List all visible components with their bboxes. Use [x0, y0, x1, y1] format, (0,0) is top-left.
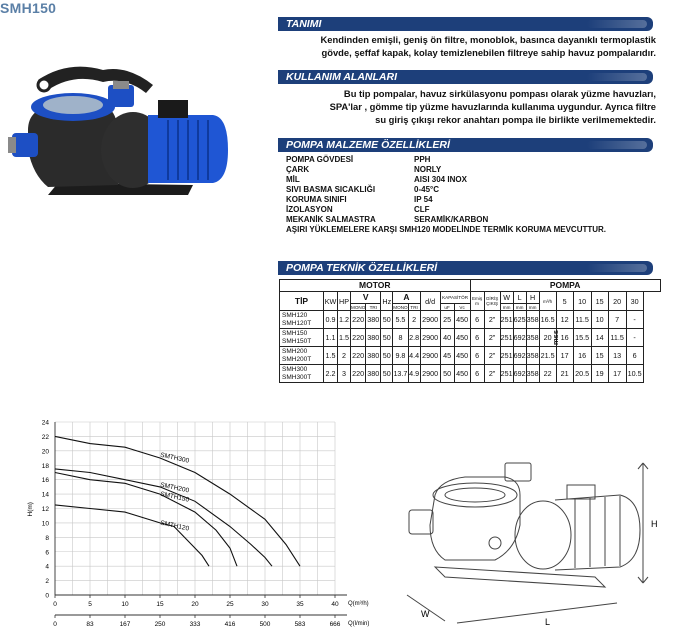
cell-head: 19 [591, 365, 608, 383]
material-value: AISI 304 INOX [414, 175, 467, 184]
cell-v_mono: 220 [351, 347, 366, 365]
cell-head: 17 [608, 365, 626, 383]
col-l: L [513, 292, 526, 304]
cell-uf: 40 [440, 329, 454, 347]
material-value: CLF [414, 205, 430, 214]
y-tick-label: 10 [41, 520, 49, 528]
cell-h: 358 [526, 347, 539, 365]
cell-h: 358 [526, 311, 539, 329]
cell-kw: 0.9 [324, 311, 338, 329]
cell-a_tri: 4.4 [408, 347, 420, 365]
cell-dd: 2900 [420, 347, 440, 365]
tanimi-line: Kendinden emişli, geniş ön filtre, monoblok, basınca dayanıklı termoplastik [320, 34, 656, 45]
x2-tick-label: 0 [53, 621, 57, 628]
x-tick-label: 15 [156, 601, 164, 608]
y-axis-label: H(m) [27, 502, 34, 517]
material-value: NORLY [414, 165, 442, 174]
cell-hp: 2 [338, 347, 351, 365]
kullanim-line: su giriş çıkışı rekor anahtarı pompa ile birlikte verilmemektedir. [375, 114, 656, 125]
cell-m3h: 22 [539, 365, 556, 383]
material-key: KORUMA SINIFI [286, 195, 347, 204]
x2-tick-label: 83 [86, 621, 94, 628]
cell-uf: 50 [440, 365, 454, 383]
model-cell [280, 365, 324, 383]
cell-head: 6 [626, 347, 643, 365]
y-tick-label: 4 [45, 563, 49, 571]
section-heading-tanimi: TANIMI [278, 17, 653, 31]
cell-hp: 3 [338, 365, 351, 383]
col-dd: d/d [420, 292, 440, 311]
y-tick-label: 0 [45, 592, 49, 600]
cell-hz: 50 [381, 347, 393, 365]
y-tick-label: 16 [41, 477, 49, 485]
cell-hz: 50 [381, 311, 393, 329]
cell-dd: 2900 [420, 311, 440, 329]
cell-l: 625 [513, 311, 526, 329]
col-hp: HP [338, 292, 351, 311]
table-row [280, 365, 661, 383]
x2-tick-label: 167 [119, 621, 131, 628]
y-tick-label: 18 [41, 462, 49, 470]
cell-hz: 50 [381, 329, 393, 347]
cell-h: 358 [526, 365, 539, 383]
cell-head: 11.5 [573, 311, 591, 329]
pump-product-image [8, 55, 233, 210]
x2-tick-label: 250 [154, 621, 166, 628]
sub-vc: Vc [454, 304, 470, 311]
col-a: A [393, 292, 420, 304]
y-tick-label: 6 [45, 549, 49, 557]
model-name: SMH150T [282, 337, 312, 345]
x2-tick-label: 500 [259, 621, 271, 628]
model-cell [280, 347, 324, 365]
material-value: PPH [414, 155, 431, 164]
dim-label-l: L [545, 617, 551, 627]
cell-head: 17 [556, 347, 573, 365]
cell-head: 20.5 [573, 365, 591, 383]
col-giris: GİRİŞ ÇIKIŞ [484, 292, 500, 311]
cell-a_mono: 8 [393, 329, 408, 347]
cell-a_mono: 13.7 [393, 365, 408, 383]
emis-unit: m [475, 301, 479, 306]
cell-emis: 6 [470, 311, 484, 329]
cell-a_tri: 2.8 [408, 329, 420, 347]
cell-v_mono: 220 [351, 329, 366, 347]
x-tick-label: 35 [296, 601, 304, 608]
series-label: SMTH120 [159, 519, 190, 533]
col-tip: TİP [280, 292, 324, 311]
cell-dd: 2900 [420, 365, 440, 383]
y-tick-label: 20 [41, 448, 49, 456]
emis-label: Emiş [471, 296, 483, 301]
x-tick-label: 40 [331, 601, 339, 608]
x-axis-label: Q(m³/h) [348, 601, 369, 607]
group-motor: MOTOR [280, 280, 471, 292]
cell-vc: 450 [454, 329, 470, 347]
cell-hz: 50 [381, 365, 393, 383]
y-tick-label: 22 [41, 433, 49, 441]
model-name: SMH300 [282, 365, 308, 373]
cell-m3h: 20 [539, 329, 556, 347]
cell-giris: 2" [484, 365, 500, 383]
material-key: POMPA GÖVDESİ [286, 155, 354, 164]
col-flow-30: 30 [626, 292, 643, 311]
model-name: SMH200T [282, 355, 312, 363]
material-value: 0-45°C [414, 185, 439, 194]
x-tick-label: 10 [121, 601, 129, 608]
y-tick-label: 8 [45, 534, 49, 542]
material-row [286, 155, 606, 165]
product-title: SMH150 [0, 0, 57, 16]
col-emis [470, 292, 484, 311]
material-value: IP 54 [414, 195, 433, 204]
group-pompa: POMPA [470, 280, 660, 292]
cell-vc: 450 [454, 365, 470, 383]
chart-axes [55, 422, 347, 618]
material-row [286, 205, 606, 215]
material-value: SERAMİK/KARBON [414, 215, 489, 224]
cell-v_tri: 380 [366, 311, 381, 329]
col-w: W [500, 292, 513, 304]
material-spec-list [286, 155, 606, 235]
model-name: SMH300T [282, 373, 312, 381]
cell-head: 15 [591, 347, 608, 365]
dim-label-w: W [421, 609, 430, 619]
kullanim-line: SPA'lar , gömme tip yüzme havuzlarında kullanıma uygundur. Ayrıca filtre [329, 101, 656, 112]
cell-kw: 2.2 [324, 365, 338, 383]
cell-giris: 2" [484, 311, 500, 329]
cell-v_tri: 380 [366, 365, 381, 383]
cell-head: 10 [591, 311, 608, 329]
cell-dd: 2900 [420, 329, 440, 347]
cell-kw: 1.5 [324, 347, 338, 365]
y-tick-label: 24 [41, 419, 49, 427]
cell-v_mono: 220 [351, 365, 366, 383]
x2-tick-label: 583 [294, 621, 306, 628]
col-v: V [351, 292, 381, 304]
mss-label: mss [551, 329, 560, 345]
cell-vc: 450 [454, 311, 470, 329]
material-key: İZOLASYON [286, 205, 333, 214]
cell-l: 692 [513, 329, 526, 347]
x2-tick-label: 416 [224, 621, 236, 628]
performance-curve-chart [0, 415, 380, 638]
model-name: SMH120 [282, 311, 308, 319]
material-key: MEKANİK SALMASTRA [286, 215, 376, 224]
table-row [280, 347, 661, 365]
model-cell [280, 311, 324, 329]
series-label: SMTH150 [159, 490, 190, 504]
cell-m3h: 16.5 [539, 311, 556, 329]
x-tick-label: 0 [53, 601, 57, 608]
cell-head: 13 [608, 347, 626, 365]
sub-h-mm: mm [526, 304, 539, 311]
cell-head: 15.5 [573, 329, 591, 347]
cell-giris: 2" [484, 347, 500, 365]
col-hz: Hz [381, 292, 393, 311]
material-row [286, 195, 606, 205]
col-flow-5: 5 [556, 292, 573, 311]
model-name: SMH150 [282, 329, 308, 337]
dim-label-h: H [651, 519, 658, 529]
tanimi-text [284, 33, 656, 59]
col-flow-10: 10 [573, 292, 591, 311]
curve-smth150 [55, 473, 237, 567]
series-label: SMTH200 [159, 481, 190, 495]
x-tick-label: 20 [191, 601, 199, 608]
cell-w: 251 [500, 347, 513, 365]
x-tick-label: 30 [261, 601, 269, 608]
material-key: SIVI BASMA SICAKLIĞI [286, 185, 376, 194]
cell-w: 251 [500, 365, 513, 383]
y-tick-label: 14 [41, 491, 49, 499]
cell-head: 7 [608, 311, 626, 329]
cell-w: 251 [500, 311, 513, 329]
y-tick-label: 12 [41, 506, 49, 513]
cell-vc: 450 [454, 347, 470, 365]
sub-v-tri: TRI [366, 304, 381, 311]
curve-smth120 [55, 505, 209, 566]
material-row [286, 215, 606, 225]
sub-a-mono: MONO [393, 304, 408, 310]
material-key: ÇARK [286, 165, 310, 174]
col-kw: KW [324, 292, 338, 311]
col-flow-20: 20 [608, 292, 626, 311]
cell-v_tri: 380 [366, 347, 381, 365]
cell-emis: 6 [470, 347, 484, 365]
cell-a_tri: 4.9 [408, 365, 420, 383]
cell-l: 692 [513, 347, 526, 365]
chart-grid [55, 422, 335, 595]
material-key: MİL [286, 175, 300, 184]
model-name: SMH120T [282, 319, 312, 327]
cell-head: 21 [556, 365, 573, 383]
x2-tick-label: 666 [329, 621, 341, 628]
section-heading-kullanim: KULLANIM ALANLARI [278, 70, 653, 84]
sub-a-tri: TRI [408, 304, 420, 311]
cell-m3h: 21.5 [539, 347, 556, 365]
cell-head: - [626, 311, 643, 329]
col-flow-15: 15 [591, 292, 608, 311]
tech-table-body [280, 311, 661, 383]
cell-head: 14 [591, 329, 608, 347]
col-m3h: m³/h [539, 292, 556, 311]
cell-hp: 1.2 [338, 311, 351, 329]
col-kapasitor: KAPASİTÖR [440, 292, 470, 304]
cell-w: 251 [500, 329, 513, 347]
cell-uf: 45 [440, 347, 454, 365]
table-row [280, 311, 661, 329]
cell-h: 358 [526, 329, 539, 347]
section-heading-malzeme: POMPA MALZEME ÖZELLİKLERİ [278, 138, 653, 152]
sub-uf: uF [440, 304, 454, 311]
thermal-protection-note: AŞIRI YÜKLEMELERE KARŞI SMH120 MODELİNDE TERMİK KORUMA MEVCUTTUR. [286, 225, 607, 234]
cell-v_tri: 380 [366, 329, 381, 347]
material-row [286, 175, 606, 185]
cell-head: 11.5 [608, 329, 626, 347]
cell-emis: 6 [470, 365, 484, 383]
section-heading-teknik: POMPA TEKNİK ÖZELLİKLERİ [278, 261, 653, 275]
y-tick-label: 2 [45, 578, 49, 586]
cell-giris: 2" [484, 329, 500, 347]
material-row [286, 185, 606, 195]
col-h: H [526, 292, 539, 304]
x2-axis-label: Q(l/min) [348, 621, 370, 627]
x2-tick-label: 333 [189, 621, 201, 628]
cell-l: 692 [513, 365, 526, 383]
cell-a_mono: 5.5 [393, 311, 408, 329]
cell-head: 10.5 [626, 365, 643, 383]
x-tick-label: 5 [88, 601, 92, 608]
series-label: SMTH300 [159, 451, 190, 465]
cell-head: 16 [556, 329, 573, 347]
cell-head: 16 [573, 347, 591, 365]
model-cell [280, 329, 324, 347]
cell-a_tri: 2 [408, 311, 420, 329]
kullanim-line: Bu tip pompalar, havuz sirkülasyonu pompası olarak yüzme havuzları, [343, 88, 656, 99]
pump-dimension-drawing [395, 455, 665, 633]
cell-v_mono: 220 [351, 311, 366, 329]
cell-uf: 25 [440, 311, 454, 329]
table-row [280, 329, 661, 347]
technical-spec-table [279, 279, 661, 383]
kullanim-text [284, 87, 656, 126]
sub-l-mm: mm [513, 304, 526, 311]
cell-hp: 1.5 [338, 329, 351, 347]
cell-a_mono: 9.8 [393, 347, 408, 365]
cell-head: 12 [556, 311, 573, 329]
sub-w-mm: mm [500, 304, 513, 311]
model-name: SMH200 [282, 347, 308, 355]
cell-kw: 1.1 [324, 329, 338, 347]
material-row [286, 165, 606, 175]
cell-head: - [626, 329, 643, 347]
x-tick-label: 25 [226, 601, 234, 608]
tanimi-line: gövde, şeffaf kapak, kolay temizlenebilen filtreye sahip havuz pompalarıdır. [321, 47, 656, 58]
cell-emis: 6 [470, 329, 484, 347]
sub-v-mono: MONO [351, 304, 366, 310]
